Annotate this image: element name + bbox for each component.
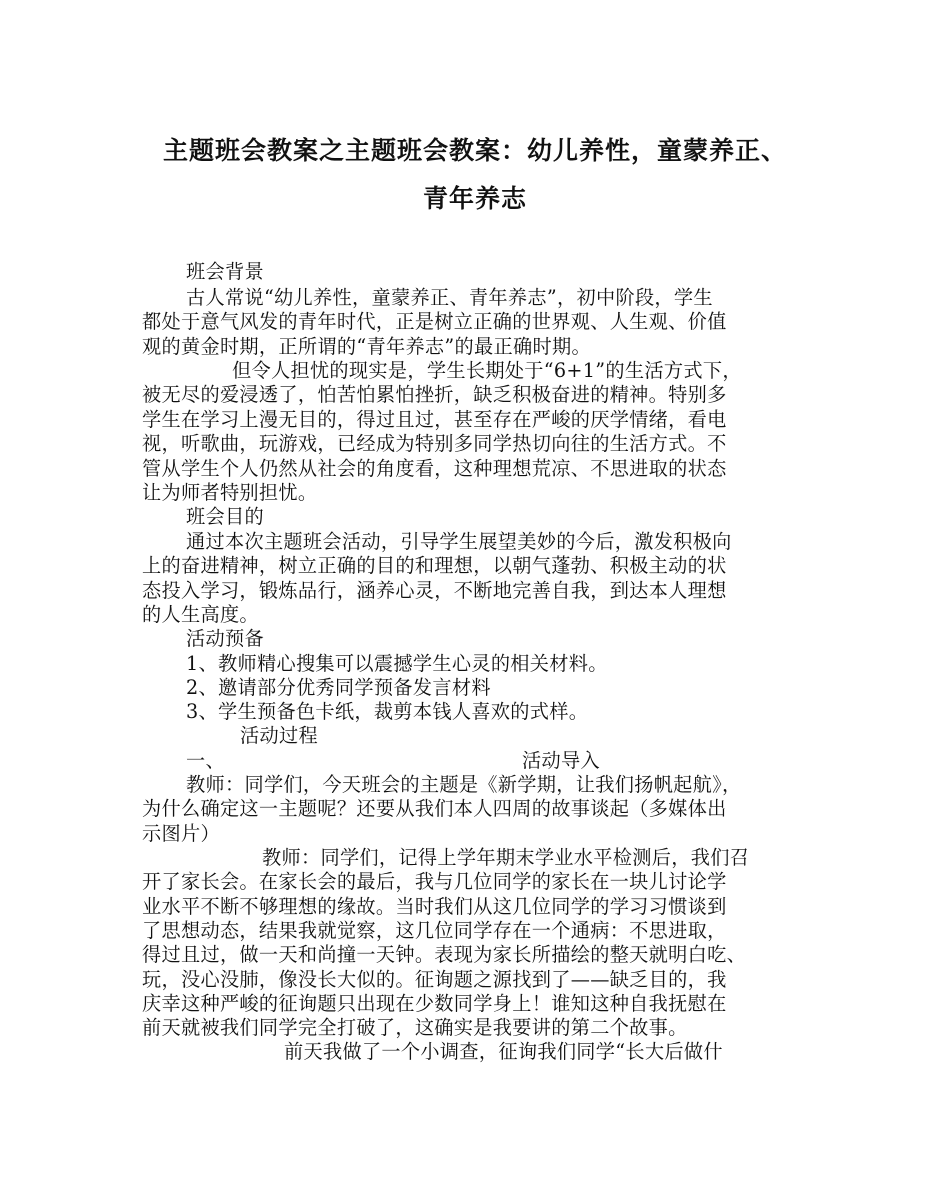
paragraph-line: 古人常说“幼儿养性，童蒙养正、青年养志”，初中阶段，学生: [186, 286, 713, 309]
paragraph-line: 视，听歌曲，玩游戏，已经成为特别多同学热切向往的生活方式。不: [142, 432, 727, 455]
paragraph-line: 示图片）: [142, 822, 220, 845]
paragraph-line: 的人生高度。: [142, 603, 259, 626]
section-heading-purpose: 班会目的: [186, 505, 264, 528]
paragraph-line: 玩，没心没肺，像没长大似的。征询题之源找到了——缺乏目的，我: [142, 968, 727, 991]
paragraph-line: 都处于意气风发的青年时代，正是树立正确的世界观、人生观、价值: [142, 310, 727, 333]
list-item: 1、教师精心搜集可以震撼学生心灵的相关材料。: [186, 652, 608, 675]
paragraph-line: 为什么确定这一主题呢？还要从我们本人四周的故事谈起（多媒体出: [142, 797, 727, 820]
document-title-line-1: 主题班会教案之主题班会教案：幼儿养性，童蒙养正、: [162, 136, 787, 165]
section-heading-background: 班会背景: [186, 260, 264, 283]
section-heading-preparation: 活动预备: [186, 627, 264, 650]
paragraph-line: 得过且过，做一天和尚撞一天钟。表现为家长所描绘的整天就明白吃、: [142, 943, 747, 966]
paragraph-line: 前天就被我们同学完全打破了，这确实是我要讲的第二个故事。: [142, 1016, 688, 1039]
paragraph-line: 庆幸这种严峻的征询题只出现在少数同学身上！谁知这种自我抚慰在: [142, 992, 727, 1015]
paragraph-line: 上的奋进精神，树立正确的目的和理想，以朝气蓬勃、积极主动的状: [142, 554, 727, 577]
paragraph-line: 管从学生个人仍然从社会的角度看，这种理想荒凉、不思进取的状态: [142, 457, 727, 480]
paragraph-line: 学生在学习上漫无目的，得过且过，甚至存在严峻的厌学情绪，看电: [142, 408, 727, 431]
paragraph-line: 前天我做了一个小调查，征询我们同学“长大后做什: [284, 1040, 723, 1063]
paragraph-line: 教师：同学们，今天班会的主题是《新学期，让我们扬帆起航》，: [186, 773, 742, 796]
paragraph-line: 业水平不断不够理想的缘故。当时我们从这几位同学的学习习惯谈到: [142, 895, 727, 918]
paragraph-line: 态投入学习，锻炼品行，涵养心灵，不断地完善自我，到达本人理想: [142, 579, 727, 602]
paragraph-line: 教师：同学们，记得上学年期末学业水平检测后，我们召: [262, 846, 750, 869]
paragraph-line: 让为师者特别担忧。: [142, 481, 318, 504]
list-item: 2、邀请部分优秀同学预备发言材料: [186, 676, 491, 699]
paragraph-line: 但令人担忧的现实是，学生长期处于“6+1”的生活方式下，: [232, 359, 742, 382]
section-heading-process: 活动过程: [240, 724, 318, 747]
subsection-number: 一、: [186, 749, 225, 772]
paragraph-line: 开了家长会。在家长会的最后，我与几位同学的家长在一块儿讨论学: [142, 870, 727, 893]
paragraph-line: 观的黄金时期，正所谓的“青年养志”的最正确时期。: [142, 335, 591, 358]
document-title-line-2: 青年养志: [422, 184, 527, 213]
paragraph-line: 被无尽的爱浸透了，怕苦怕累怕挫折，缺乏积极奋进的精神。特别多: [142, 383, 727, 406]
paragraph-line: 了思想动态，结果我就觉察，这几位同学存在一个通病：不思进取，: [142, 919, 727, 942]
subsection-heading: 活动导入: [522, 749, 600, 772]
list-item: 3、学生预备色卡纸，裁剪本钱人喜欢的式样。: [186, 700, 589, 723]
paragraph-line: 通过本次主题班会活动，引导学生展望美妙的今后，激发积极向: [186, 530, 732, 553]
